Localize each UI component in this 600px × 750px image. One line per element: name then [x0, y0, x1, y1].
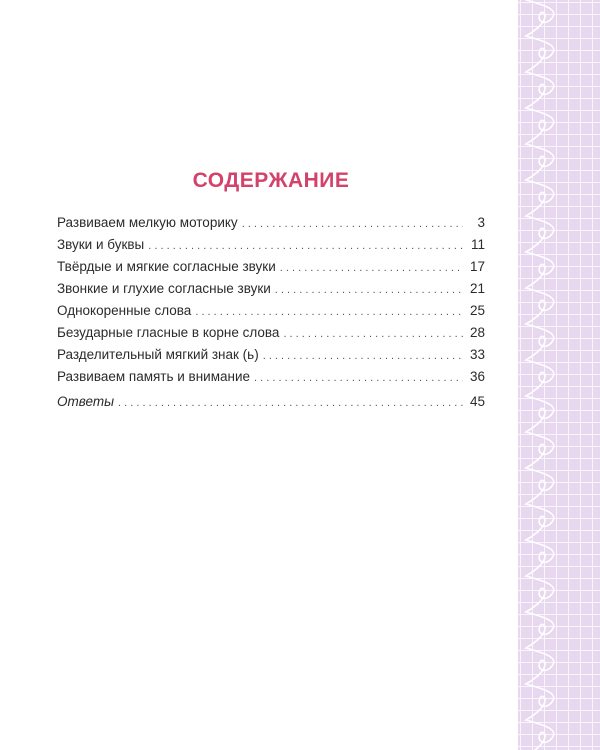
toc-title: СОДЕРЖАНИЕ [192, 169, 350, 192]
dot-leader [118, 392, 463, 414]
loop-doodle-icon [518, 0, 600, 750]
dot-leader [280, 257, 463, 279]
dot-leader [148, 235, 463, 257]
toc-item-label: Звуки и буквы [57, 237, 145, 252]
toc-item[interactable] [57, 344, 485, 366]
dot-leader [254, 367, 463, 389]
dot-leader [242, 213, 463, 235]
toc-item[interactable] [57, 300, 485, 322]
toc-item-label: Разделительный мягкий знак (ь) [57, 347, 259, 362]
toc-item-label: Однокоренные слова [57, 303, 192, 318]
toc-item-page: 3 [477, 215, 485, 230]
toc-item-label: Развиваем мелкую моторику [57, 215, 238, 230]
toc-item-page: 36 [469, 369, 485, 384]
toc-item-page: 28 [469, 325, 485, 340]
loop-doodle-line [526, 0, 554, 750]
toc-item-label: Развиваем память и внимание [57, 369, 251, 384]
toc-item-label: Ответы [57, 394, 115, 409]
toc-item[interactable] [57, 212, 485, 234]
table-of-contents [57, 168, 485, 413]
toc-item-page: 11 [470, 237, 485, 252]
dot-leader [195, 301, 463, 323]
toc-item-label: Безударные гласные в корне слова [57, 325, 280, 340]
toc-item-page: 17 [469, 259, 485, 274]
dot-leader [275, 279, 463, 301]
dot-leader [283, 323, 463, 345]
toc-item[interactable] [57, 278, 485, 300]
toc-item[interactable] [57, 322, 485, 344]
toc-item-page: 21 [469, 281, 485, 296]
toc-item-answers[interactable] [57, 391, 485, 413]
toc-item[interactable] [57, 366, 485, 388]
dot-leader [263, 345, 463, 367]
toc-item-page: 25 [469, 303, 485, 318]
decorative-side-strip [518, 0, 600, 750]
toc-item-label: Звонкие и глухие согласные звуки [57, 281, 271, 296]
toc-item-page: 45 [469, 394, 485, 409]
toc-item[interactable] [57, 234, 485, 256]
toc-item[interactable] [57, 256, 485, 278]
toc-item-page: 33 [469, 347, 485, 362]
toc-item-label: Твёрдые и мягкие согласные звуки [57, 259, 276, 274]
toc-list [57, 212, 485, 413]
